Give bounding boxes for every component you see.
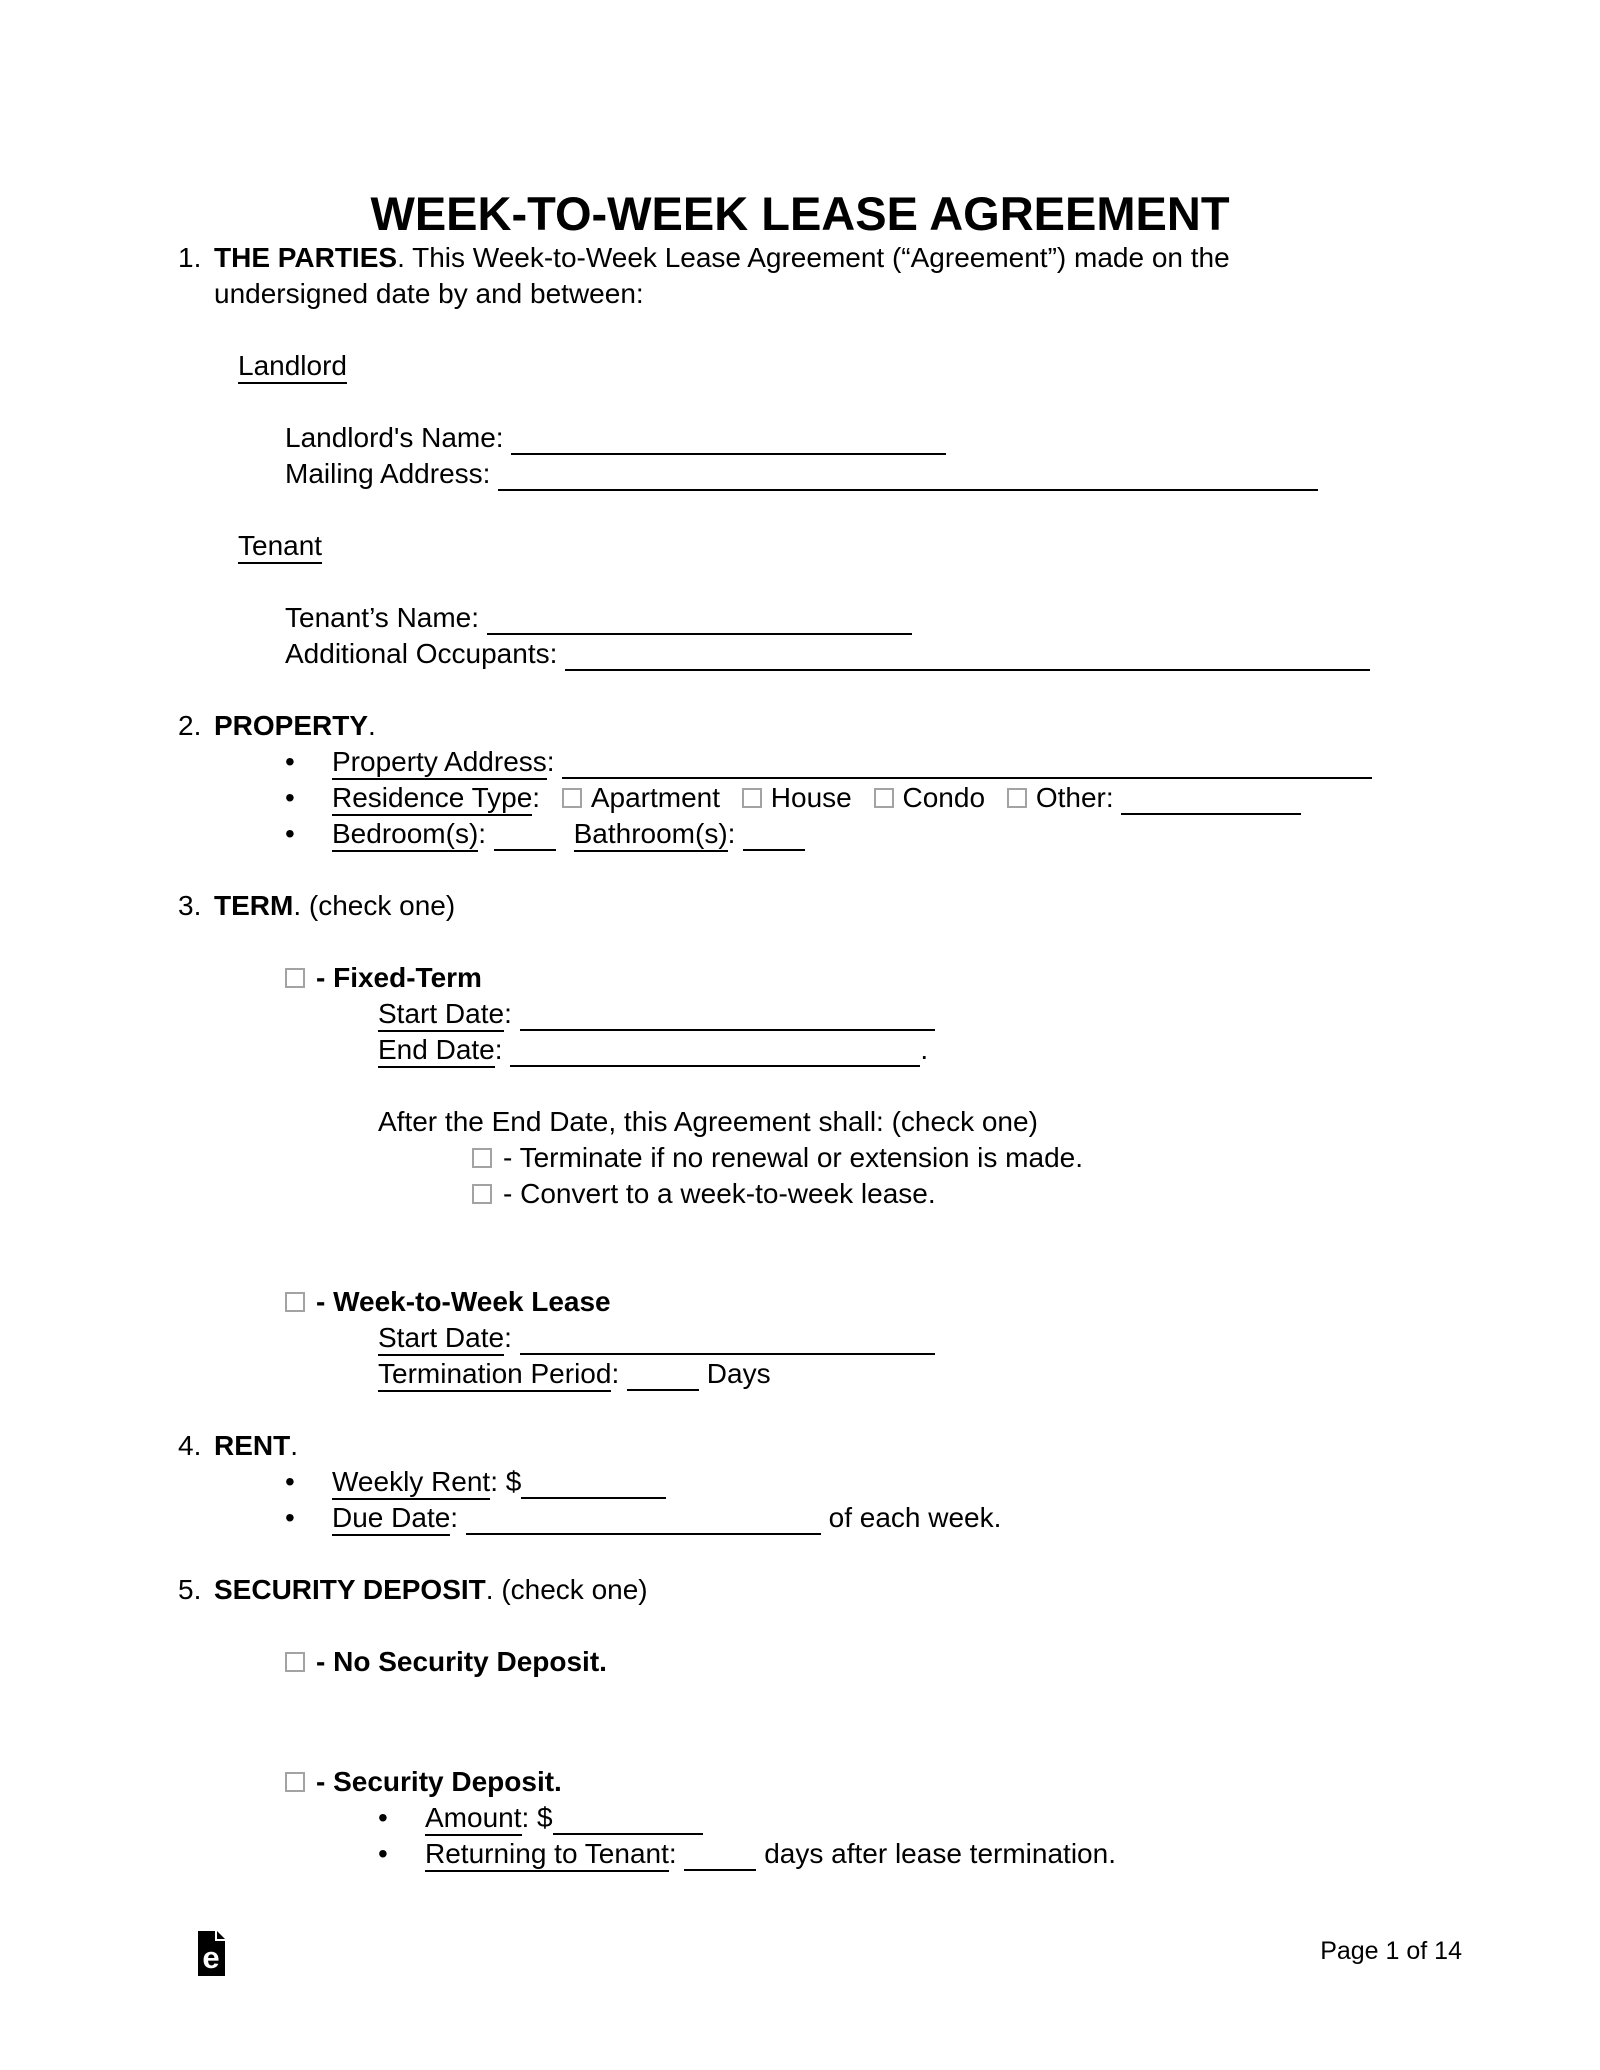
page-number: Page 1 of 14 [1320, 1937, 1462, 1965]
colon: : [727, 818, 736, 849]
deposit-label: - Security Deposit. [316, 1766, 562, 1797]
after-end-date-text: After the End Date, this Agreement shall: (check one) [378, 1106, 1038, 1137]
mailing-address-row [214, 456, 1464, 492]
rent-heading-period: . [290, 1430, 299, 1461]
residence-type-label: Residence Type [332, 782, 532, 816]
parties-intro-text-line2: undersigned date by and between: [214, 278, 644, 309]
option-apartment-label: Apartment [590, 782, 721, 813]
landlord-heading-row [214, 348, 1464, 384]
due-date-row [214, 1500, 1464, 1536]
fixed-end-date-row [214, 1032, 1464, 1068]
w2w-start-date-row [214, 1320, 1464, 1356]
option-other-label: Other: [1035, 782, 1114, 813]
checkbox-no-security-deposit[interactable] [285, 1652, 305, 1672]
landlord-name-blank[interactable] [511, 423, 946, 455]
colon: : [478, 818, 487, 849]
option-condo-label: Condo [902, 782, 986, 813]
no-deposit-option-row [214, 1644, 1464, 1680]
fixed-end-date-blank[interactable] [510, 1035, 920, 1067]
document-title: WEEK-TO-WEEK LEASE AGREEMENT [370, 187, 1230, 240]
returning-suffix: days after lease termination. [764, 1838, 1116, 1869]
period: . [920, 1034, 929, 1065]
option-house-label: House [770, 782, 852, 813]
bullet-icon: • [285, 818, 295, 849]
deposit-option-row [214, 1764, 1464, 1800]
occupants-blank[interactable] [565, 639, 1370, 671]
convert-option-row [214, 1176, 1464, 1212]
colon: : [611, 1358, 620, 1389]
bullet-icon: • [285, 782, 295, 813]
occupants-label: Additional Occupants: [285, 638, 558, 669]
colon-dollar: : $ [521, 1802, 553, 1833]
colon: : [504, 998, 512, 1029]
section-term-heading [178, 888, 1464, 924]
checkbox-week-to-week[interactable] [285, 1292, 305, 1312]
due-date-suffix: of each week. [828, 1502, 1002, 1533]
checkbox-security-deposit[interactable] [285, 1772, 305, 1792]
parties-intro-text-line1: . This Week-to-Week Lease Agreement (“Agreement”) made on the [397, 242, 1230, 273]
landlord-name-label: Landlord's Name: [285, 422, 504, 453]
term-heading: TERM [214, 890, 294, 921]
tenant-heading: Tenant [238, 530, 322, 564]
checkbox-fixed-term[interactable] [285, 968, 305, 988]
bathrooms-label: Bathroom(s) [574, 818, 728, 852]
section-number: 3. [178, 890, 202, 921]
fixed-start-date-blank[interactable] [520, 999, 935, 1031]
week-to-week-label: - Week-to-Week Lease [316, 1286, 611, 1317]
section-deposit-heading [178, 1572, 1464, 1608]
fixed-start-date-row [214, 996, 1464, 1032]
section-parties-heading: THE PARTIES [214, 242, 398, 273]
weekly-rent-row [214, 1464, 1464, 1500]
terminate-option-label: - Terminate if no renewal or extension is made. [503, 1142, 1083, 1173]
tenant-heading-row [214, 528, 1464, 564]
deposit-amount-row [214, 1800, 1464, 1836]
section-number: 2. [178, 710, 202, 741]
colon-dollar: : $ [490, 1466, 522, 1497]
bullet-icon: • [285, 1466, 295, 1497]
termination-period-blank[interactable] [627, 1359, 699, 1391]
after-end-date-row [214, 1104, 1464, 1140]
landlord-heading: Landlord [238, 350, 347, 384]
checkbox-terminate[interactable] [472, 1148, 492, 1168]
colon: : [532, 782, 541, 813]
svg-text:e: e [202, 1940, 220, 1975]
section-parties-intro [178, 240, 1464, 312]
days-suffix: Days [706, 1358, 771, 1389]
document-body [178, 240, 1464, 1872]
checkbox-house[interactable] [742, 788, 762, 808]
returning-days-blank[interactable] [684, 1839, 756, 1871]
due-date-blank[interactable] [466, 1503, 821, 1535]
weekly-rent-label: Weekly Rent [332, 1466, 490, 1500]
tenant-name-blank[interactable] [487, 603, 912, 635]
convert-option-label: - Convert to a week-to-week lease. [503, 1178, 936, 1209]
property-heading-period: . [368, 710, 376, 741]
terminate-option-row [214, 1140, 1464, 1176]
mailing-address-blank[interactable] [498, 459, 1318, 491]
colon: : [504, 1322, 512, 1353]
checkbox-condo[interactable] [874, 788, 894, 808]
termination-period-row [214, 1356, 1464, 1392]
colon: : [450, 1502, 459, 1533]
section-number: 5. [178, 1574, 202, 1605]
tenant-name-label: Tenant’s Name: [285, 602, 480, 633]
amount-blank[interactable] [553, 1803, 703, 1835]
section-property-heading [178, 708, 1464, 744]
amount-label: Amount [425, 1802, 522, 1836]
bullet-icon: • [378, 1838, 388, 1869]
deposit-returning-row [214, 1836, 1464, 1872]
bathrooms-blank[interactable] [743, 819, 805, 851]
rooms-row [214, 816, 1464, 852]
termination-period-label: Termination Period [378, 1358, 611, 1392]
section-rent-heading [178, 1428, 1464, 1464]
checkbox-convert[interactable] [472, 1184, 492, 1204]
end-date-label: End Date [378, 1034, 495, 1068]
deposit-heading: SECURITY DEPOSIT [214, 1574, 486, 1605]
landlord-name-row [214, 420, 1464, 456]
checkbox-apartment[interactable] [562, 788, 582, 808]
start-date-label: Start Date [378, 998, 504, 1032]
fixed-term-option-row [214, 960, 1464, 996]
other-residence-blank[interactable] [1121, 783, 1301, 815]
bedrooms-blank[interactable] [494, 819, 556, 851]
fixed-term-label: - Fixed-Term [316, 962, 482, 993]
term-heading-note: . (check one) [293, 890, 456, 921]
property-heading: PROPERTY [214, 710, 369, 741]
due-date-label: Due Date [332, 1502, 450, 1536]
bullet-icon: • [285, 1502, 295, 1533]
rent-heading: RENT [214, 1430, 291, 1461]
colon: : [668, 1838, 677, 1869]
property-address-row [214, 744, 1464, 780]
weekly-rent-blank[interactable] [521, 1467, 666, 1499]
tenant-name-row [214, 600, 1464, 636]
returning-label: Returning to Tenant [425, 1838, 669, 1872]
colon: : [546, 746, 555, 777]
deposit-heading-note: . (check one) [485, 1574, 648, 1605]
occupants-row [214, 636, 1464, 672]
eforms-logo-icon [198, 1931, 225, 1985]
w2w-start-date-blank[interactable] [520, 1323, 935, 1355]
residence-type-row [214, 780, 1464, 816]
checkbox-other[interactable] [1007, 788, 1027, 808]
start-date-label: Start Date [378, 1322, 504, 1356]
mailing-address-label: Mailing Address: [285, 458, 491, 489]
property-address-blank[interactable] [562, 747, 1372, 779]
bedrooms-label: Bedroom(s) [332, 818, 478, 852]
week-to-week-option-row [214, 1284, 1464, 1320]
no-deposit-label: - No Security Deposit. [316, 1646, 607, 1677]
section-number: 1. [178, 242, 202, 273]
bullet-icon: • [378, 1802, 388, 1833]
colon: : [494, 1034, 503, 1065]
bullet-icon: • [285, 746, 295, 777]
section-number: 4. [178, 1430, 202, 1461]
property-address-label: Property Address [332, 746, 547, 780]
